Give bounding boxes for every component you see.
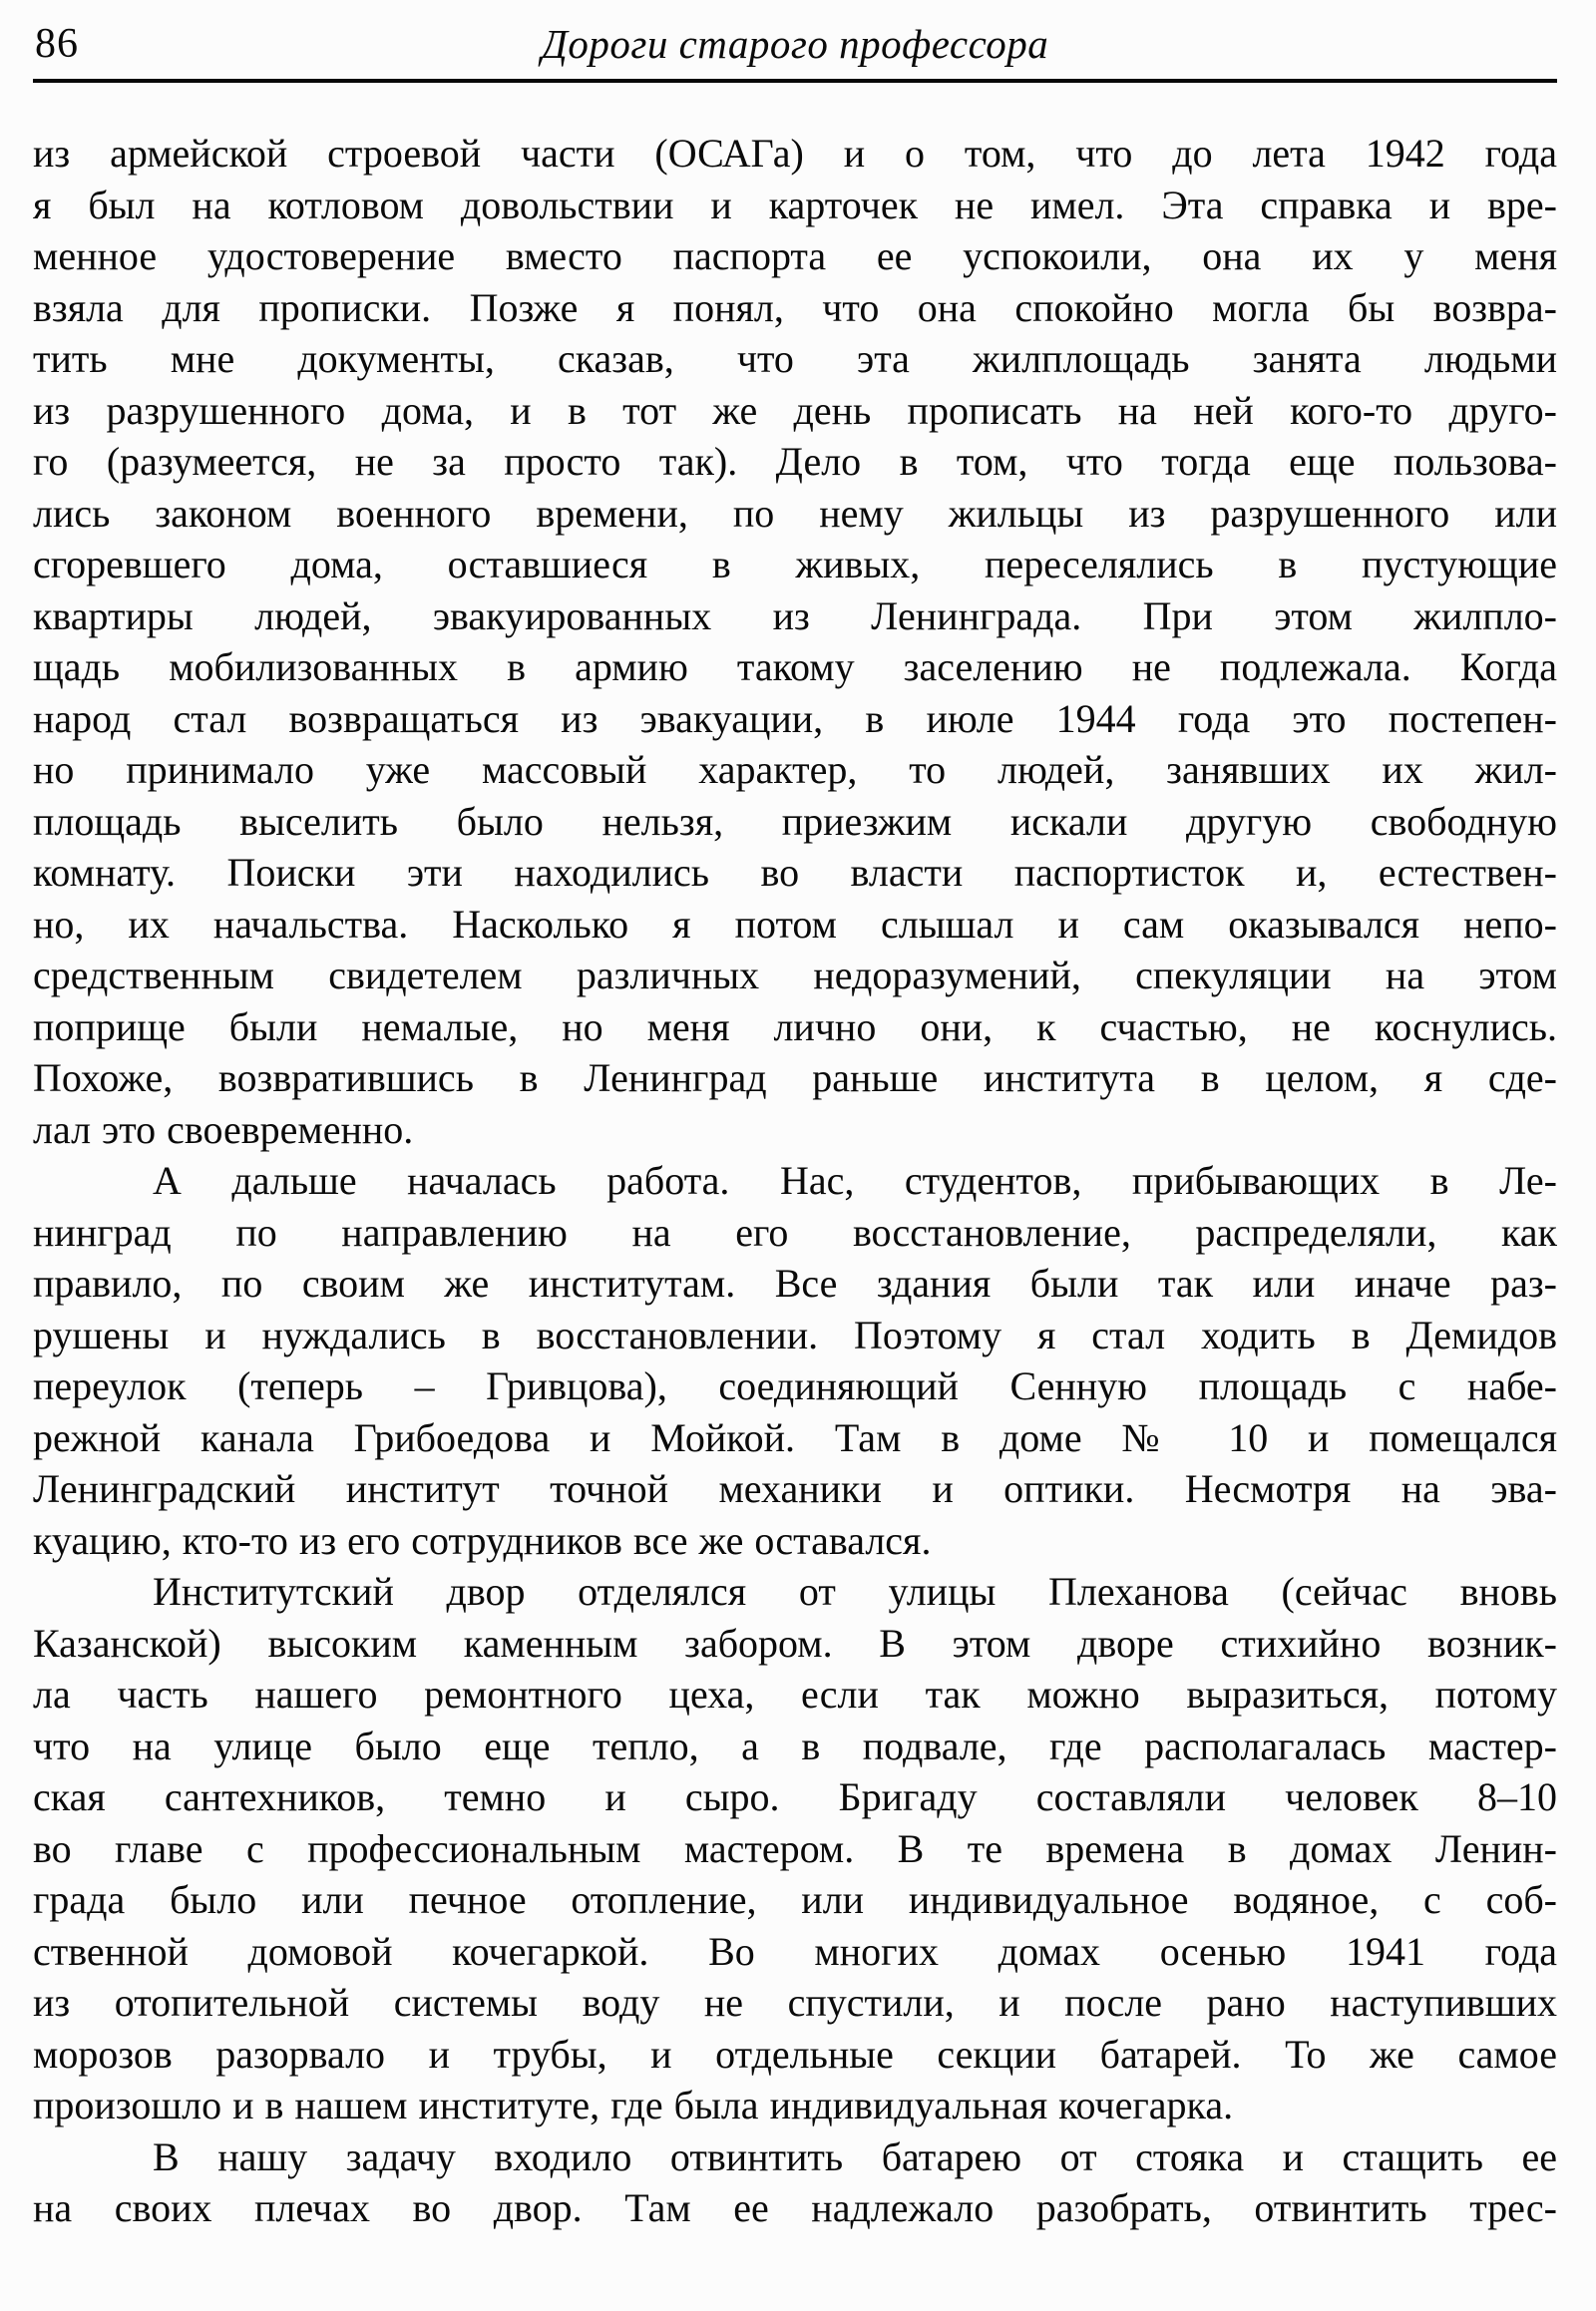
text-line: из отопительной системы воду не спустили, и после рано наступивших xyxy=(33,1980,1557,2025)
text-line: переулок (теперь – Гривцова), соединяющий Сенную площадь с набе- xyxy=(33,1363,1557,1408)
text-line: взяла для прописки. Позже я понял, что она спокойно могла бы возвра- xyxy=(33,284,1557,330)
text-line: рушены и нуждались в восстановлении. Поэтому я стал ходить в Демидов xyxy=(33,1312,1557,1357)
text-line: ла часть нашего ремонтного цеха, если так можно выразиться, потому xyxy=(33,1672,1557,1717)
running-title: Дороги старого профессора xyxy=(541,21,1049,67)
text-line: ственной домовой кочегаркой. Во многих домах осенью 1941 года xyxy=(33,1928,1557,1974)
text-line: правило, по своим же институтам. Все здания были так или иначе раз- xyxy=(33,1261,1557,1306)
text-line: но принимало уже массовый характер, то людей, занявших их жил- xyxy=(33,747,1557,792)
text-line: средственным свидетелем различных недоразумений, спекуляции на этом xyxy=(33,953,1557,997)
text-line: комнату. Поиски эти находились во власти паспортисток и, естествен- xyxy=(33,850,1557,895)
text-line: я был на котловом довольствии и карточек не имел. Эта справка и вре- xyxy=(33,182,1557,227)
text-line: менное удостоверение вместо паспорта ее успокоили, она их у меня xyxy=(33,233,1557,278)
text-line: А дальше началась работа. Нас, студентов, прибывающих в Ле- xyxy=(153,1158,1557,1203)
body-text xyxy=(33,128,1557,2234)
text-line: что на улице было еще тепло, а в подвале, где располагалась мастер- xyxy=(33,1723,1557,1768)
text-line: куацию, кто-то из его сотрудников все же оставался. xyxy=(33,1517,932,1563)
text-line: Институтский двор отделялся от улицы Плеханова (сейчас вновь xyxy=(153,1569,1557,1614)
text-line: лал это своевременно. xyxy=(33,1106,414,1152)
text-line: квартиры людей, эвакуированных из Ленинграда. При этом жилпло- xyxy=(33,592,1557,638)
text-line: Ленинградский институт точной механики и оптики. Несмотря на эва- xyxy=(33,1466,1557,1511)
text-line: на своих плечах во двор. Там ее надлежало разобрать, отвинтить трес- xyxy=(33,2185,1557,2230)
text-line: но, их начальства. Насколько я потом слышал и сам оказывался непо- xyxy=(33,901,1557,947)
text-line: режной канала Грибоедова и Мойкой. Там в доме № 10 и помещался xyxy=(33,1414,1557,1460)
text-line: ская сантехников, темно и сыро. Бригаду составляли человек 8–10 xyxy=(33,1774,1557,1819)
page-number: 86 xyxy=(35,21,79,67)
text-line: тить мне документы, сказав, что эта жилплощадь занята людьми xyxy=(33,336,1557,381)
text-line: из разрушенного дома, и в тот же день прописать на ней кого-то друго- xyxy=(33,387,1557,433)
text-line: Казанской) высоким каменным забором. В этом дворе стихийно возник- xyxy=(33,1620,1557,1666)
text-line: поприще были немалые, но меня лично они, к счастью, не коснулись. xyxy=(33,1003,1557,1049)
text-line: лись законом военного времени, по нему жильцы из разрушенного или xyxy=(33,490,1557,536)
text-line: из армейской строевой части (ОСАГа) и о том, что до лета 1942 года xyxy=(33,131,1557,176)
text-line: произошло и в нашем институте, где была индивидуальная кочегарка. xyxy=(33,2083,1234,2127)
text-line: народ стал возвращаться из эвакуации, в июле 1944 года это постепен- xyxy=(33,695,1557,741)
text-line: площадь выселить было нельзя, приезжим искали другую свободную xyxy=(33,798,1557,844)
text-line: щадь мобилизованных в армию такому заселению не подлежала. Когда xyxy=(33,644,1557,689)
text-line: во главе с профессиональным мастером. В те времена в домах Ленин- xyxy=(33,1825,1557,1871)
text-line: В нашу задачу входило отвинтить батарею от стояка и стащить ее xyxy=(153,2133,1557,2179)
text-line: Похоже, возвратившись в Ленинград раньше института в целом, я сде- xyxy=(33,1055,1557,1100)
text-line: го (разумеется, не за просто так). Дело в том, что тогда еще пользова- xyxy=(33,439,1557,484)
text-line: сгоревшего дома, оставшиеся в живых, переселялись в пустующие xyxy=(33,542,1557,586)
text-line: морозов разорвало и трубы, и отдельные секции батарей. То же самое xyxy=(33,2031,1557,2077)
text-line: града было или печное отопление, или индивидуальное водяное, с соб- xyxy=(33,1877,1557,1922)
header-rule xyxy=(33,79,1557,83)
text-line: нинград по направлению на его восстановление, распределяли, как xyxy=(33,1209,1557,1255)
running-header xyxy=(33,0,1557,79)
